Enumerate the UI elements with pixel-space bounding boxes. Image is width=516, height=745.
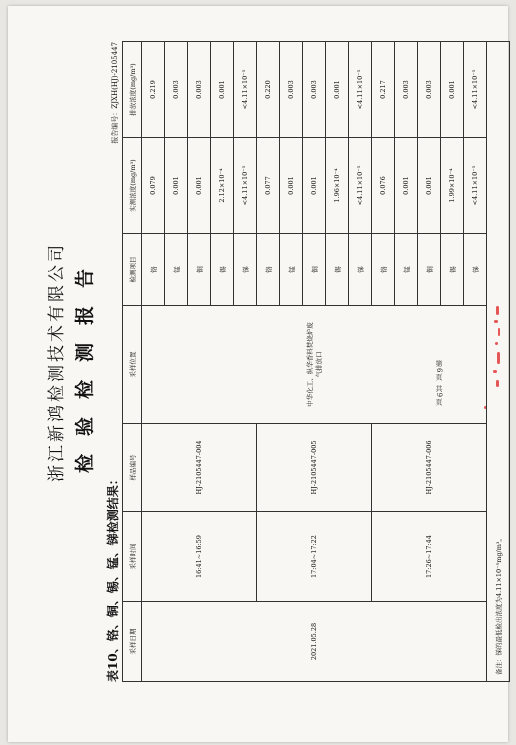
measured-value: 2.12×10⁻⁴ [211, 138, 234, 234]
sampling-time: 17:04~17:22 [257, 512, 372, 602]
table-note: 备注：锑的最低检出浓度为4.11×10⁻⁵mg/m³。 [487, 42, 510, 682]
test-item: 铜 [418, 234, 441, 306]
table-row [142, 42, 165, 682]
test-item: 锰 [165, 234, 188, 306]
col-time: 采样时间 [123, 512, 142, 602]
results-table [122, 41, 510, 682]
emission-value: 0.219 [142, 42, 165, 138]
page-number: 第6页 共9页 [435, 360, 443, 407]
sample-id: HJ-2105447-005 [257, 424, 372, 512]
test-item: 锡 [211, 234, 234, 306]
sampling-location: 中华化工、纵华香料焚烧炉废气排放口 [142, 306, 487, 424]
measured-value: 0.001 [418, 138, 441, 234]
emission-value: 0.003 [188, 42, 211, 138]
emission-value: 0.220 [257, 42, 280, 138]
emission-value: 0.003 [303, 42, 326, 138]
measured-value: <4.11×10⁻⁵ [234, 138, 257, 234]
sampling-time: 16:41~16:59 [142, 512, 257, 602]
test-item: 铬 [142, 234, 165, 306]
col-emission: 排放浓度(mg/m³) [123, 42, 142, 138]
measured-value: 1.99×10⁻⁴ [441, 138, 464, 234]
test-item: 铬 [257, 234, 280, 306]
test-item: 锡 [326, 234, 349, 306]
col-date: 采样日期 [123, 602, 142, 682]
sampling-time: 17:26~17:44 [372, 512, 487, 602]
col-sample: 样品编号 [123, 424, 142, 512]
emission-value: 0.003 [165, 42, 188, 138]
sample-id: HJ-2105447-004 [142, 424, 257, 512]
emission-value: 0.003 [280, 42, 303, 138]
measured-value: 0.001 [395, 138, 418, 234]
header-row [123, 42, 142, 682]
sample-id: HJ-2105447-006 [372, 424, 487, 512]
measured-value: 0.001 [188, 138, 211, 234]
emission-value: 0.217 [372, 42, 395, 138]
emission-value: <4.11×10⁻⁵ [234, 42, 257, 138]
emission-value: 0.003 [395, 42, 418, 138]
emission-value: 0.003 [418, 42, 441, 138]
test-item: 铜 [188, 234, 211, 306]
test-item: 锰 [280, 234, 303, 306]
company-name: 浙江新鸿检测技术有限公司 [47, 242, 67, 482]
col-measured: 实测浓度(mg/m³) [123, 138, 142, 234]
test-item: 锰 [395, 234, 418, 306]
report-title: 检验检测报告 [74, 251, 96, 474]
table-caption: 表10、铬、铜、锡、锰、锑检测结果： [106, 473, 120, 682]
emission-value: 0.001 [326, 42, 349, 138]
measured-value: 0.076 [372, 138, 395, 234]
test-item: 铬 [372, 234, 395, 306]
measured-value: 0.079 [142, 138, 165, 234]
test-item: 锡 [441, 234, 464, 306]
test-item: 锑 [349, 234, 372, 306]
measured-value: 0.001 [165, 138, 188, 234]
col-location: 采样位置 [123, 306, 142, 424]
test-item: 锑 [464, 234, 487, 306]
measured-value: 0.001 [280, 138, 303, 234]
test-item: 锑 [234, 234, 257, 306]
report-number: 报告编号：ZJXH(HJ)-2105447 [111, 42, 119, 144]
measured-value: <4.11×10⁻⁵ [464, 138, 487, 234]
emission-value: 0.001 [211, 42, 234, 138]
measured-value: 0.077 [257, 138, 280, 234]
note-row [487, 42, 510, 682]
sampling-date: 2021.05.28 [142, 602, 487, 682]
measured-value: 1.96×10⁻⁴ [326, 138, 349, 234]
emission-value: <4.11×10⁻⁵ [464, 42, 487, 138]
emission-value: 0.001 [441, 42, 464, 138]
emission-value: <4.11×10⁻⁵ [349, 42, 372, 138]
col-item: 检测项目 [123, 234, 142, 306]
measured-value: 0.001 [303, 138, 326, 234]
test-item: 铜 [303, 234, 326, 306]
measured-value: <4.11×10⁻⁵ [349, 138, 372, 234]
